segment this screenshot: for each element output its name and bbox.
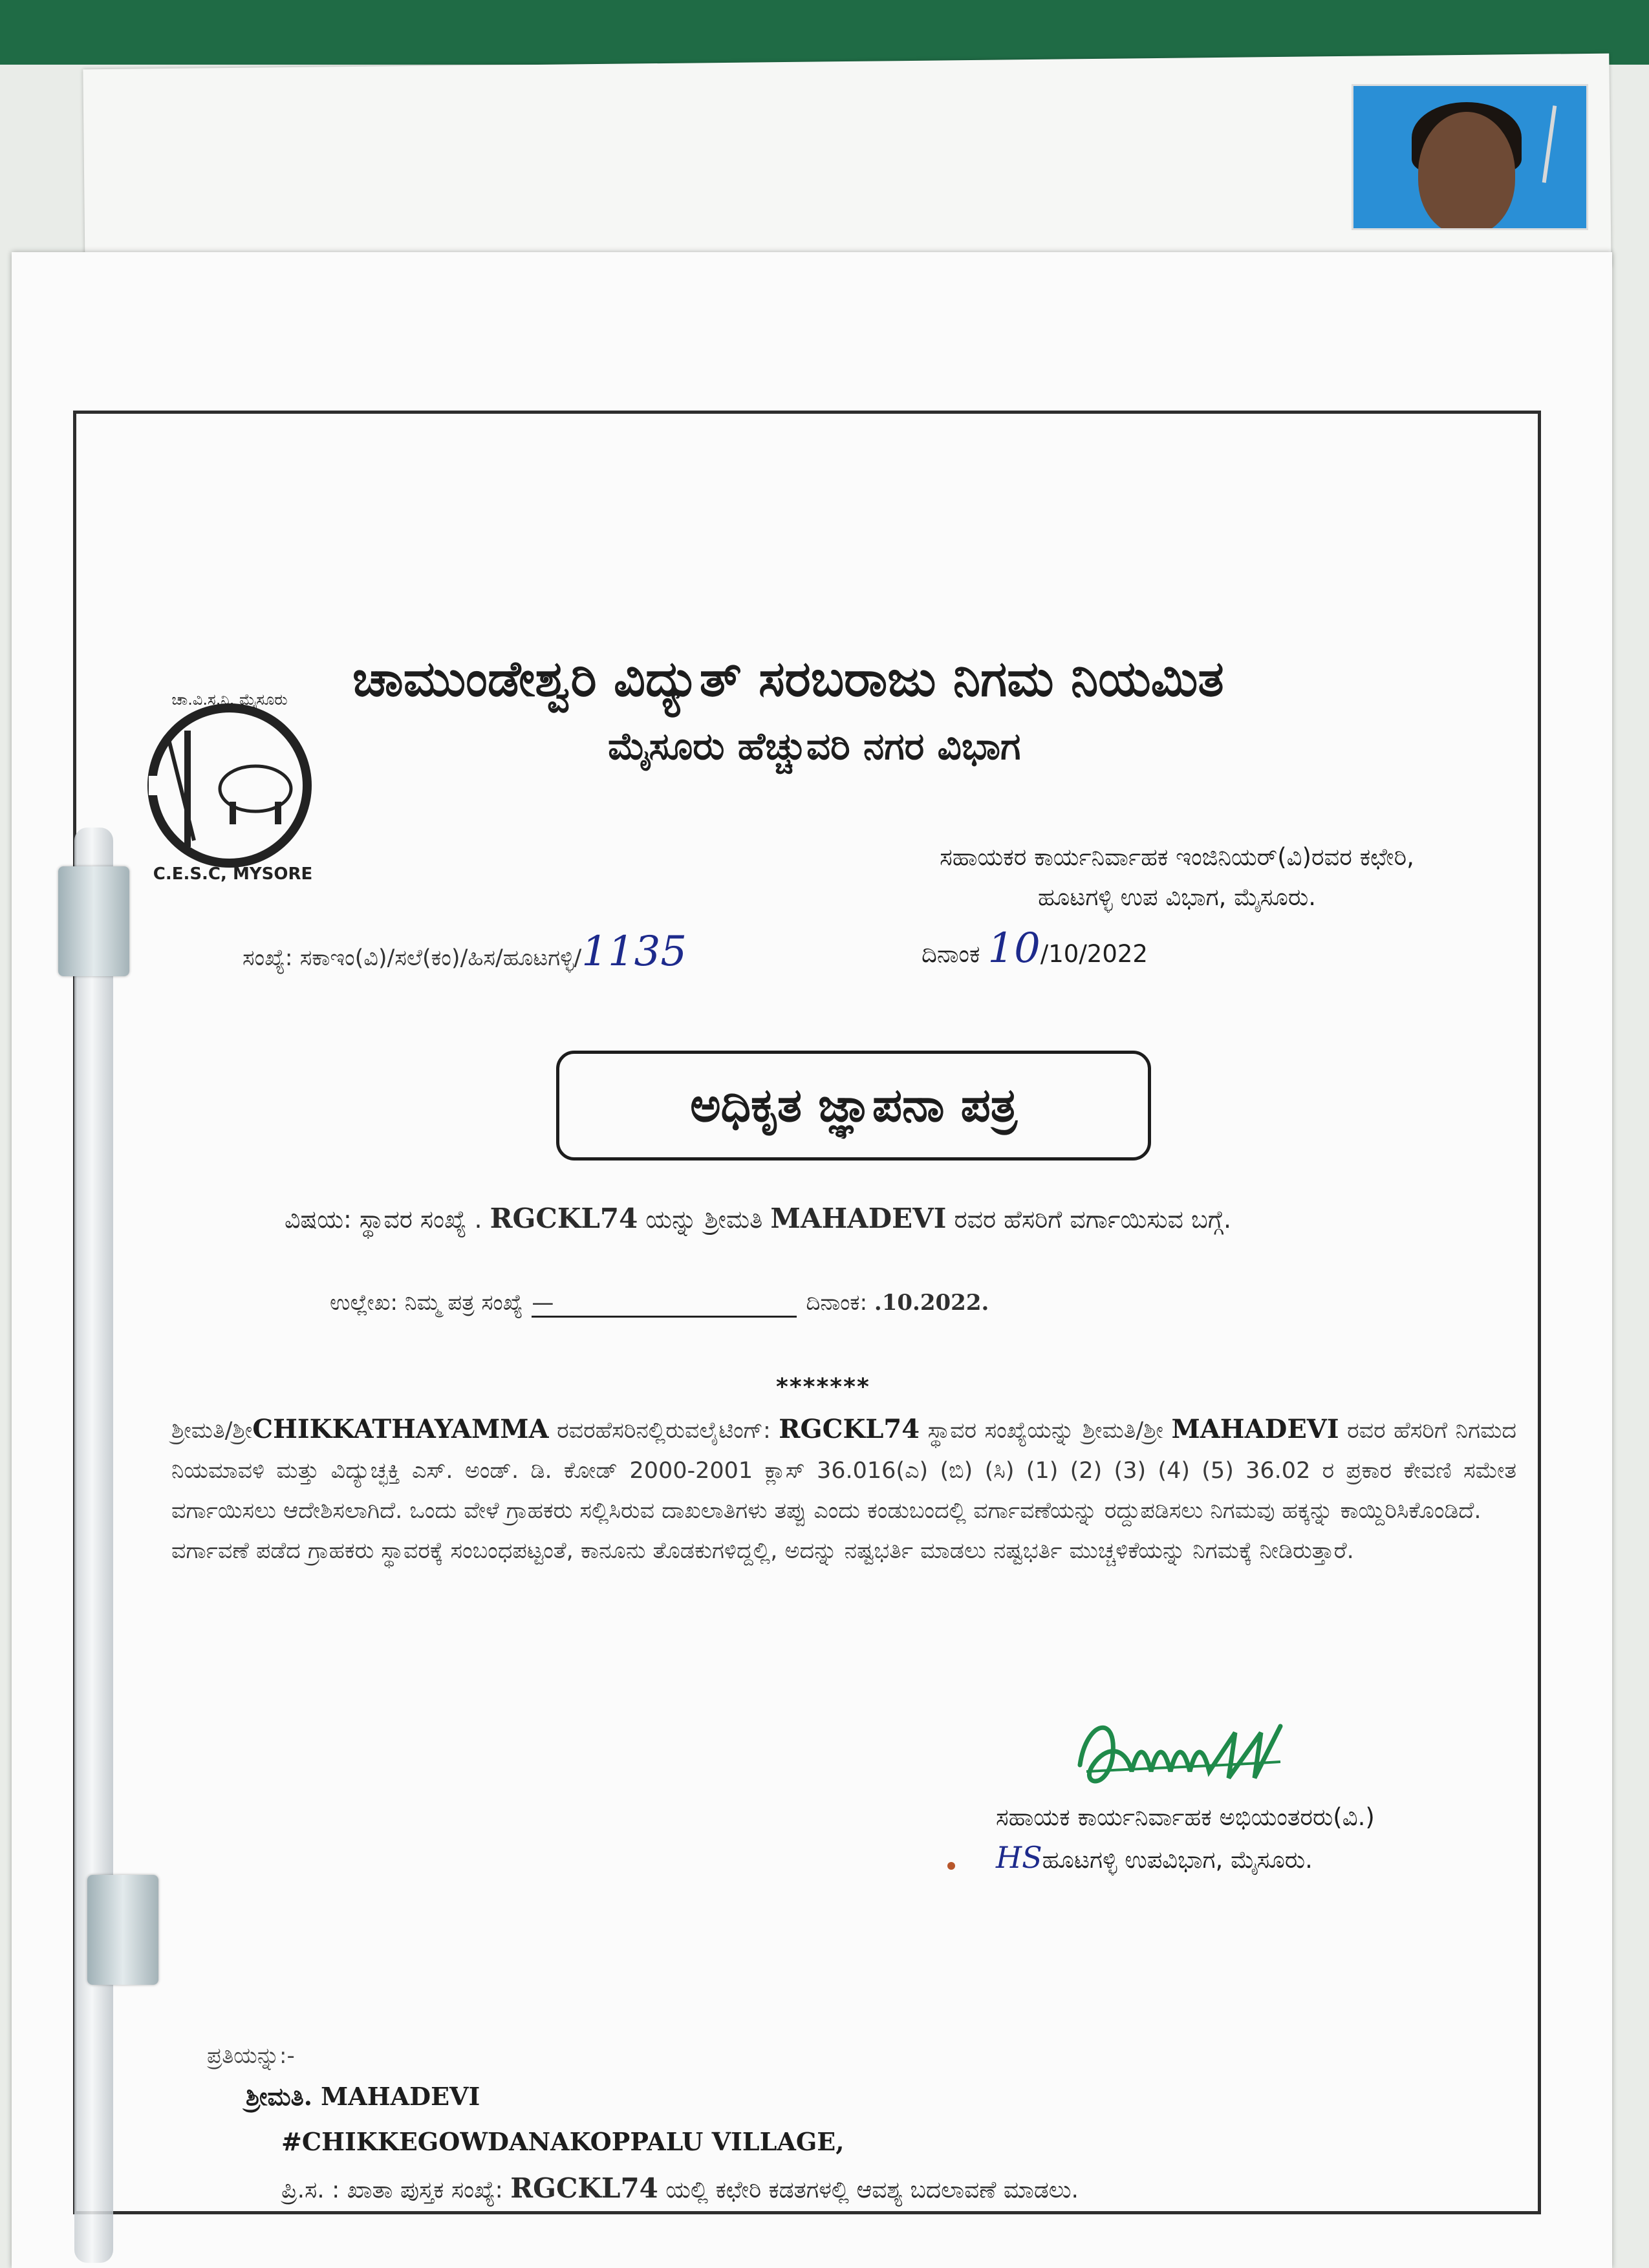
date-handwritten-day: 10 <box>987 925 1040 972</box>
binder-clip-bottom <box>87 1875 158 1985</box>
office-line-2: ಹೂಟಗಳ್ಳಿ ಉಪ ವಿಭಾಗ, ಮೈಸೂರು. <box>1037 883 1317 911</box>
body-installation-no: RGCKL74 <box>779 1414 920 1444</box>
letter-body <box>171 1409 1516 1571</box>
signatory-designation: ಸಹಾಯಕ ಕಾರ್ಯನಿರ್ವಾಹಕ ಅಭಿಯಂತರರು(ವಿ.) <box>996 1803 1375 1831</box>
reference-prefix: ಸಂಖ್ಯೆ: ಸಕಾಇಂ(ವಿ)/ಸಲೆ(ಕಂ)/ಹಿಸ/ಹೂಟಗಳ್ಳಿ/ <box>242 945 582 971</box>
reference-number <box>242 928 687 976</box>
signatory-block <box>996 1797 1513 1880</box>
binder-cover <box>0 0 1649 65</box>
subject-suffix: ರವರ ಹೆಸರಿಗೆ ವರ್ಗಾಯಿಸುವ ಬಗ್ಗೆ. <box>954 1205 1232 1234</box>
signatory-office-text: ಹೂಟಗಳ್ಳಿ ಉಪವಿಭಾಗ, ಮೈಸೂರು. <box>1042 1846 1313 1874</box>
copy-recipient: ಶ್ರೀಮತಿ. MAHADEVI <box>246 2082 480 2111</box>
date-label: ದಿನಾಂಕ <box>921 940 980 968</box>
body-paragraph-2: ವರ್ಗಾವಣೆ ಪಡೆದ ಗ್ರಾಹಕರು ಸ್ಥಾವರಕ್ಕೆ ಸಂಬಂಧಪಟ್ಟಂತೆ, ಕಾನೂನು ತೊಡಕುಗಳಿದ್ದಲ್ಲಿ, ಅದನ್ನು ನಷ್ಟಭರ್ತಿ ಮಾಡಲು ನಷ್ಟಭರ್ತಿ ಮುಚ್ಚಳಿಕೆಯನ್ನು ನಿಗಮಕ್ಕೆ ನೀಡಿರುತ್ತಾರೆ. <box>171 1538 1354 1564</box>
ref-letter-dash: — <box>532 1290 554 1316</box>
office-address <box>854 837 1500 917</box>
office-line-1: ಸಹಾಯಕರ ಕಾರ್ಯನಿರ್ವಾಹಕ ಇಂಜಿನಿಯರ್(ವಿ)ರವರ ಕಛೇರಿ, <box>940 843 1414 871</box>
separator-stars: ******* <box>776 1374 870 1400</box>
body-old-name: CHIKKATHAYAMMA <box>252 1414 549 1444</box>
copy-note-prefix: ಪ್ರಿ.ಸ. : ಖಾತಾ ಪುಸ್ತಕ ಸಂಖ್ಯೆ: <box>281 2177 503 2203</box>
body-p1-a: ಶ್ರೀಮತಿ/ಶ್ರೀ <box>171 1418 253 1444</box>
subject-middle: ಯನ್ನು ಶ್ರೀಮತಿ <box>645 1205 763 1234</box>
signature-mark <box>1067 1707 1390 1804</box>
ink-dot <box>947 1862 955 1870</box>
copy-note-suffix: ಯಲ್ಲಿ ಕಛೇರಿ ಕಡತಗಳಲ್ಲಿ ಆವಶ್ಯ ಬದಲಾವಣೆ ಮಾಡಲು. <box>665 2177 1079 2203</box>
body-new-name: MAHADEVI <box>1171 1414 1339 1444</box>
subject-line <box>285 1203 1449 1234</box>
body-p1-d: ರವರ ಹೆಸರಿಗೆ ನಿಗಮದ ನಿಯಮಾವಳಿ ಮತ್ತು ವಿದ್ಯುಚ್ಛಕ್ತಿ ಎಸ್. ಅಂಡ್. ಡಿ. ಕೋಡ್ 2000-2001 ಕ್ಲಾಸ್ 36.016(ಎ) (ಬಿ) (ಸಿ) (1) (2) (3) (4) (5) 36.02 ರ ಪ್ರಕಾರ ಕೇವಣಿ ಸಮೇತ ವರ್ಗಾಯಿಸಲು ಆದೇಶಿಸಲಾಗಿದೆ. ಒಂದು ವೇಳೆ ಗ್ರಾಹಕರು ಸಲ್ಲಿಸಿರುವ ದಾಖಲಾತಿಗಳು ತಪ್ಪು ಎಂದು ಕಂಡುಬಂದಲ್ಲಿ ವರ್ಗಾವಣೆಯನ್ನು ರದ್ದುಪಡಿಸಲು ನಿಗಮವು ಹಕ್ಕನ್ನು ಕಾಯ್ದಿರಿಸಿಕೊಂಡಿದೆ. <box>171 1418 1516 1524</box>
signatory-hand-prefix: HS <box>996 1840 1042 1875</box>
applicant-photo <box>1352 84 1588 230</box>
logo-bottom-text: C.E.S.C, MYSORE <box>153 864 313 884</box>
document-title: ಅಧಿಕೃತ ಜ್ಞಾಪನಾ ಪತ್ರ <box>556 1051 1151 1161</box>
body-p1-b: ರವರಹೆಸರಿನಲ್ಲಿರುವಲೈಟಿಂಗ್: <box>557 1418 771 1444</box>
date-rest: /10/2022 <box>1040 940 1148 968</box>
copy-note-installation-no: RGCKL74 <box>510 2172 658 2204</box>
photo-pin <box>1542 105 1557 183</box>
reference-letter-line <box>330 1290 989 1318</box>
binder-fastener-bar <box>74 828 113 2263</box>
ref-letter-blank <box>532 1290 797 1318</box>
subject-name: MAHADEVI <box>770 1203 947 1234</box>
copy-address: #CHIKKEGOWDANAKOPPALU VILLAGE, <box>281 2127 845 2156</box>
body-p1-c: ಸ್ಥಾವರ ಸಂಖ್ಯೆಯನ್ನು ಶ್ರೀಮತಿ/ಶ್ರೀ <box>927 1418 1163 1444</box>
copy-to-label: ಪ್ರತಿಯನ್ನು:- <box>207 2043 295 2069</box>
logo-top-text: ಚಾ.ವಿ.ಸ.ನಿ. ಮೈಸೂರು <box>171 690 288 709</box>
photo-face <box>1418 112 1515 230</box>
cesc-logo <box>123 679 336 892</box>
subject-installation-no: RGCKL74 <box>490 1203 638 1234</box>
org-name: ಚಾಮುಂಡೇಶ್ವರಿ ವಿದ್ಯುತ್ ಸರಬರಾಜು ನಿಗಮ ನಿಯಮಿತ <box>352 650 1224 707</box>
reference-handwritten-number: 1135 <box>581 928 687 976</box>
body-paragraph-1 <box>171 1409 1516 1531</box>
ref-letter-date-label: ದಿನಾಂಕ: <box>806 1290 868 1316</box>
ref-letter-date-value: .10.2022. <box>874 1290 989 1316</box>
letter-page <box>12 252 1612 2268</box>
letter-date <box>921 925 1148 972</box>
subject-prefix: ವಿಷಯ: ಸ್ಥಾವರ ಸಂಖ್ಯೆ . <box>285 1205 482 1234</box>
signatory-office <box>996 1837 1513 1880</box>
division-name: ಮೈಸೂರು ಹೆಚ್ಚುವರಿ ನಗರ ವಿಭಾಗ <box>608 724 1021 768</box>
binder-clip-top <box>58 866 129 976</box>
copy-note <box>281 2172 1079 2204</box>
ref-letter-label: ಉಲ್ಲೇಖ: ನಿಮ್ಮ ಪತ್ರ ಸಂಖ್ಯೆ <box>330 1290 523 1316</box>
